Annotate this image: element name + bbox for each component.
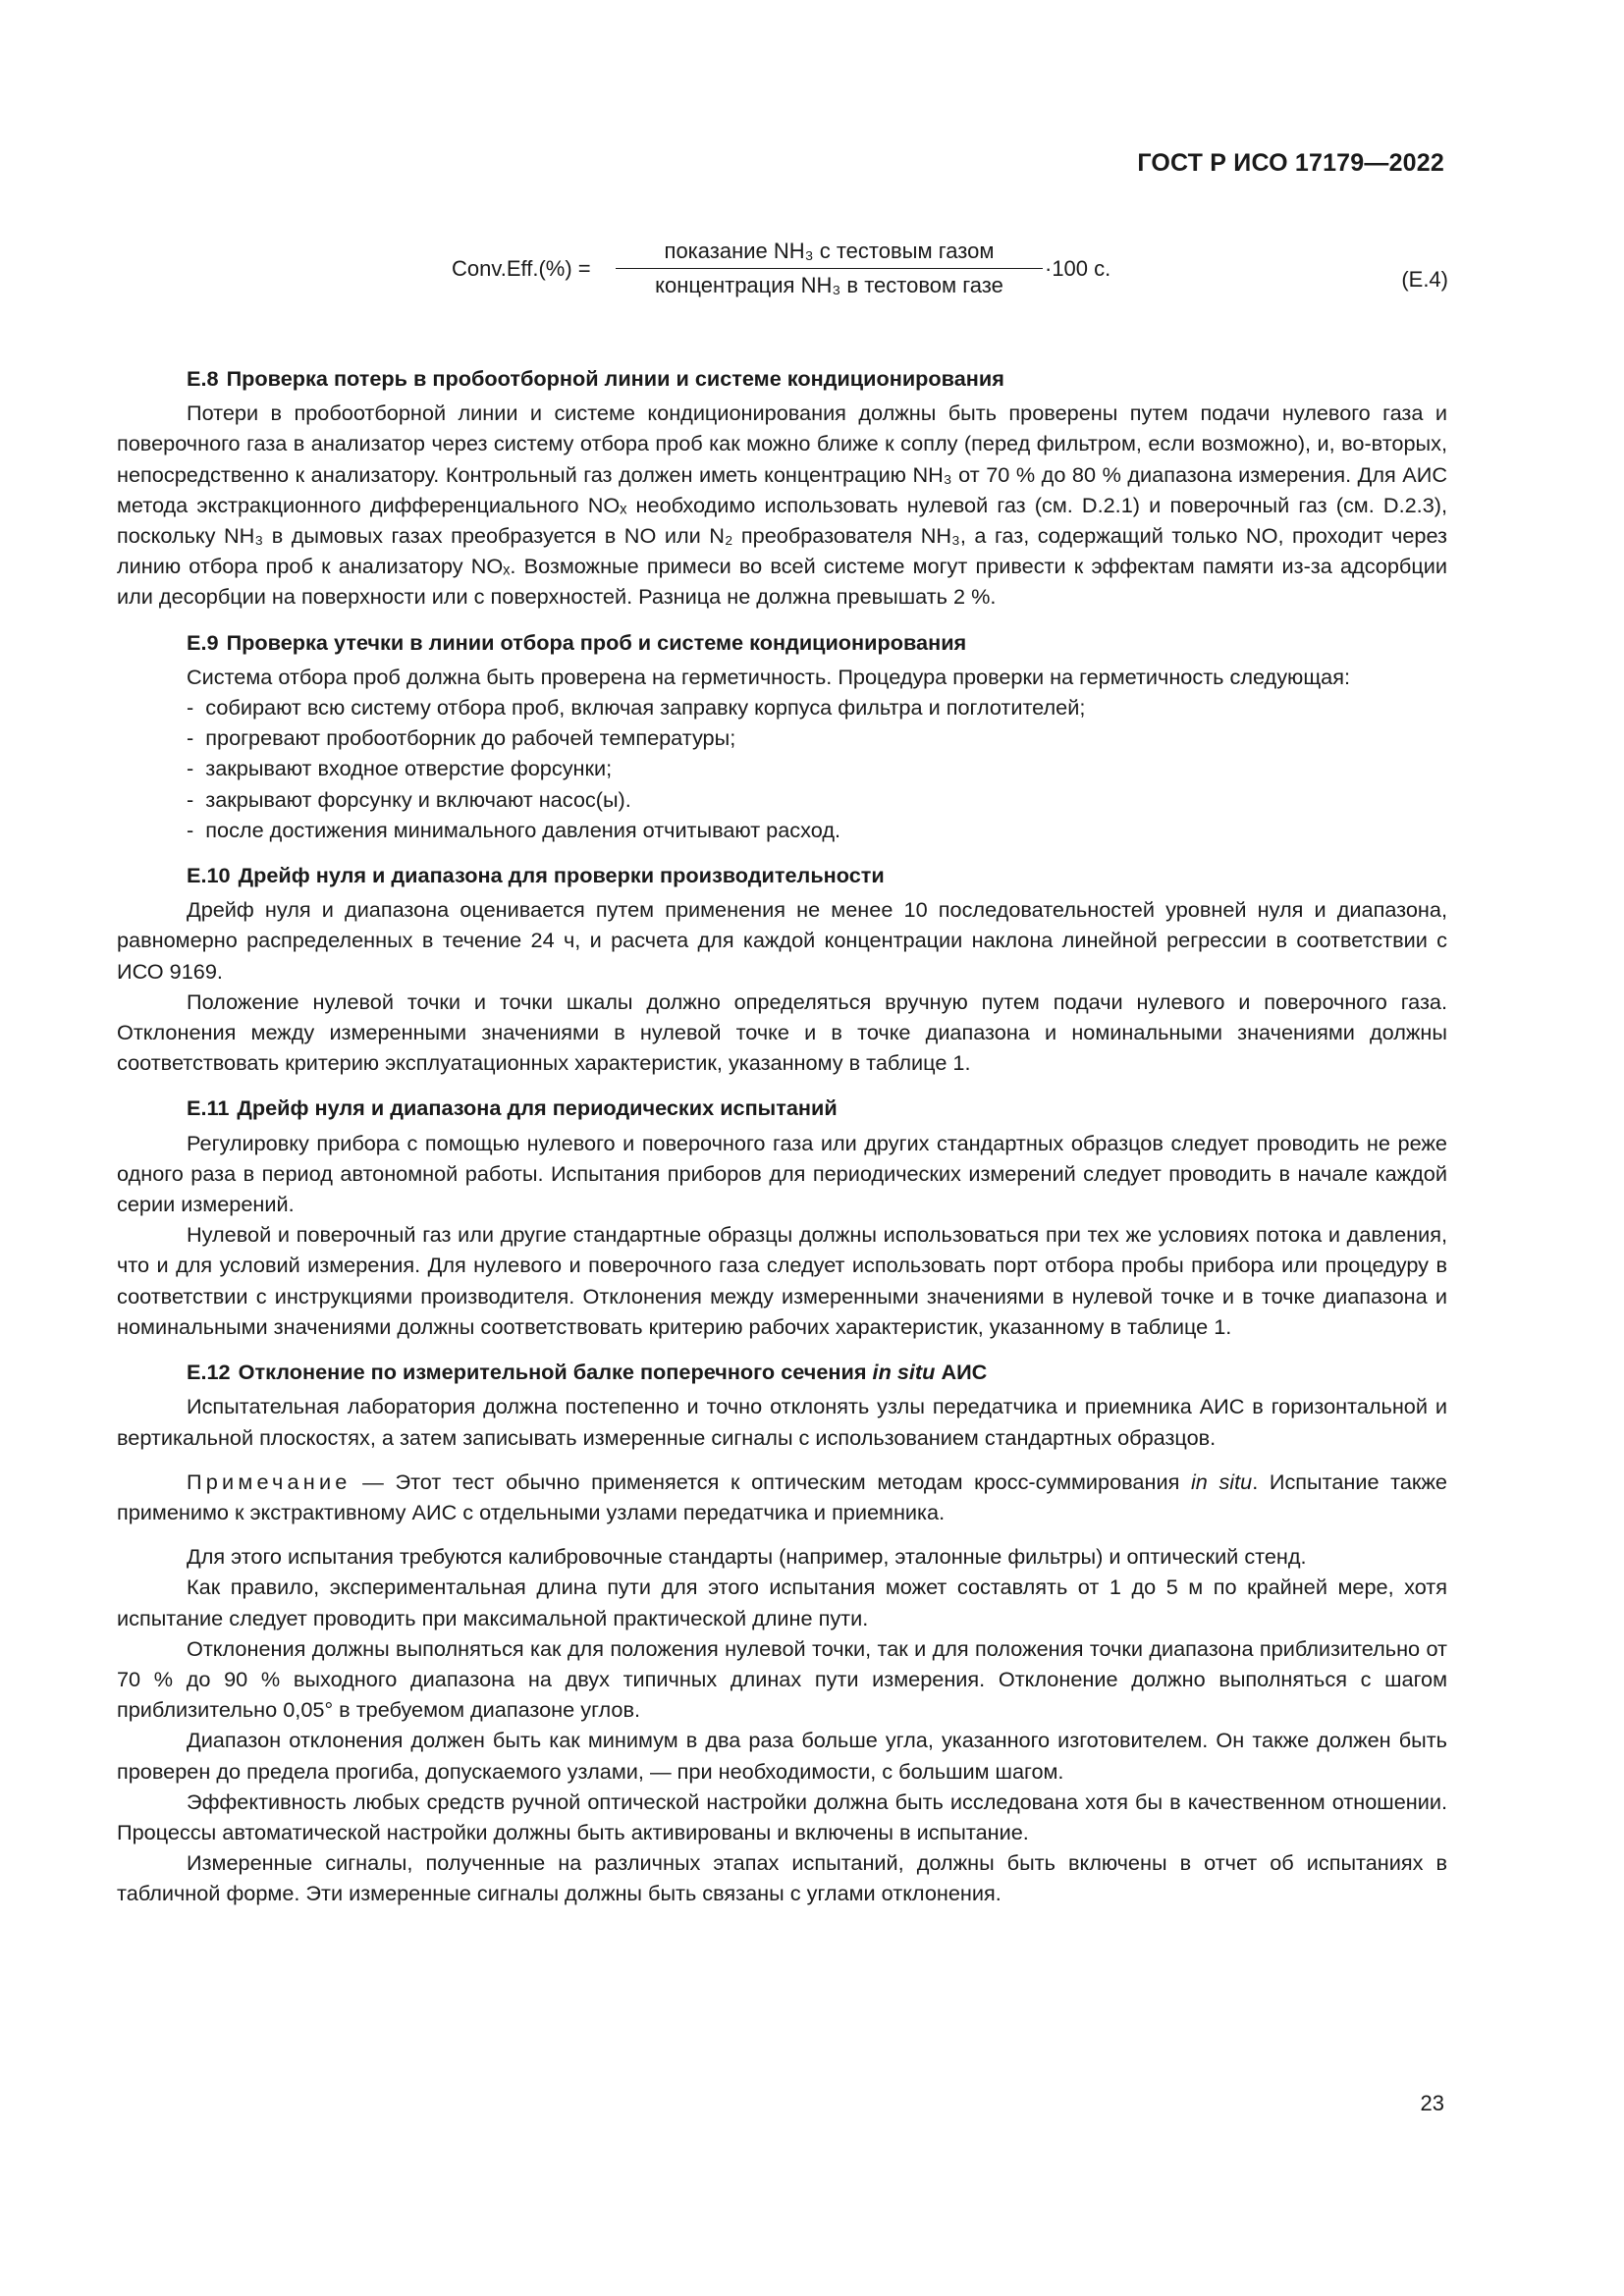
section-e8 — [117, 363, 1447, 613]
section-e11 — [117, 1093, 1447, 1342]
formula-lhs: Conv.Eff.(%) = — [452, 256, 591, 281]
formula-multiplier: ·100 с. — [1045, 256, 1111, 281]
paragraph: Дрейф нуля и диапазона оценивается путем применения не менее 10 последовательностей уровней нуля и диапазона, равномерно распределенных в течение 24 ч, и расчета для каждой концентрации наклона линейной регрессии в соответствии с ИСО 9169. — [117, 897, 1447, 984]
note-label: Примечание — [187, 1468, 352, 1494]
formula-e4 — [452, 236, 1448, 304]
document-header: ГОСТ Р ИСО 17179—2022 — [1137, 149, 1444, 177]
note: Примечание — Этот тест обычно применяется к оптическим методам кросс-суммирования in situ. Испытание также применимо к экстрактивному АИС с отдельными узлами передатчика и приемника. — [117, 1468, 1447, 1524]
list-item: - собирают всю систему отбора проб, включая заправку корпуса фильтра и поглотителей; — [187, 692, 1447, 722]
section-e12 — [117, 1357, 1447, 1908]
paragraph: Система отбора проб должна быть проверена на герметичность. Процедура проверки на герметичность следующая: — [187, 664, 1350, 689]
list-item: - после достижения минимального давления отчитывают расход. — [187, 815, 1447, 845]
paragraph: Отклонения должны выполняться как для положения нулевой точки, так и для положения точки диапазона приблизительно от 70 % до 90 % выходного диапазона на двух типичных длинах пути измерения. Отклонение должно выполняться с шагом приблизительно 0,05° в требуемом диапазоне углов. — [117, 1635, 1447, 1723]
formula-denominator: концентрация NH₃ в тестовом газе — [655, 273, 1003, 297]
list-item: - прогревают пробоотборник до рабочей температуры; — [187, 722, 1447, 753]
list-item: - закрывают входное отверстие форсунки; — [187, 753, 1447, 783]
paragraph: Измеренные сигналы, полученные на различных этапах испытаний, должны быть включены в отчет об испытаниях в табличной форме. Эти измеренные сигналы должны быть связаны с углами отклонения. — [117, 1850, 1447, 1906]
list-item: - закрывают форсунку и включают насос(ы). — [187, 784, 1447, 815]
paragraph: Положение нулевой точки и точки шкалы должно определяться вручную путем подачи нулевого и поверочного газа. Отклонения между измеренными значениями в нулевой точке и в точке диапазона и номинальными значениями должны соответствовать критерию эксплуатационных характеристик, указанному в таблице 1. — [117, 988, 1447, 1076]
paragraph: Диапазон отклонения должен быть как минимум в два раза больше угла, указанного изготовителем. Он также должен быть проверен до предела прогиба, допускаемого узлами, — при необходимости, с большим шагом. — [117, 1728, 1447, 1784]
formula-number: (E.4) — [1401, 267, 1448, 292]
paragraph: Потери в пробоотборной линии и системе кондиционирования должны быть проверены путем подачи нулевого газа и поверочного газа в анализатор через систему отбора проб как можно ближе к соплу (перед фильтром, если возможно), и, во-вторых, непосредственно к анализатору. Контрольный газ должен иметь концентрацию NH₃ от 70 % до 80 % диапазона измерения. Для АИС метода экстракционного дифференциального NOₓ необходимо использовать нулевой газ (см. D.2.1) и поверочный газ (см. D.2.3), поскольку NH₃ в дымовых газах преобразуется в NO или N₂ преобразователя NH₃, а газ, содержащий только NO, проходит через линию отбора проб к анализатору NOₓ. Возможные примеси во всей системе могут привести к эффектам памяти из-за адсорбции или десорбции на поверхности или с поверхностей. Разница не должна превышать 2 %. — [117, 400, 1447, 610]
section-heading: E.8 Проверка потерь в пробоотборной линии и системе кондиционирования — [187, 366, 1004, 391]
paragraph: Эффективность любых средств ручной оптической настройки должна быть исследована хотя бы в качественном отношении. Процессы автоматической настройки должны быть активированы и включены в испытание. — [117, 1789, 1447, 1844]
procedure-list — [117, 692, 1447, 845]
section-heading: E.11 Дрейф нуля и диапазона для периодических испытаний — [187, 1095, 838, 1121]
formula-fraction — [616, 236, 1043, 301]
document-body — [117, 363, 1447, 1924]
section-heading: E.10 Дрейф нуля и диапазона для проверки производительности — [187, 863, 885, 888]
paragraph: Регулировку прибора с помощью нулевого и поверочного газа или других стандартных образцов следует проводить не реже одного раза в период автономной работы. Испытания приборов для периодических измерений следует проводить в начале каждой серии измерений. — [117, 1130, 1447, 1217]
paragraph: Как правило, экспериментальная длина пути для этого испытания может составлять от 1 до 5 м по крайней мере, хотя испытание следует проводить при максимальной практической длине пути. — [117, 1575, 1447, 1630]
section-e10 — [117, 860, 1447, 1078]
formula-numerator: показание NH₃ с тестовым газом — [616, 236, 1043, 269]
section-heading: E.9 Проверка утечки в линии отбора проб и системе кондиционирования — [187, 629, 967, 655]
page-number: 23 — [1420, 2091, 1444, 2115]
paragraph: Для этого испытания требуются калибровочные стандарты (например, эталонные фильтры) и оптический стенд. — [187, 1544, 1307, 1570]
section-e9 — [117, 627, 1447, 845]
section-heading: E.12 Отклонение по измерительной балке поперечного сечения in situ АИС — [187, 1360, 988, 1385]
paragraph: Нулевой и поверочный газ или другие стандартные образцы должны использоваться при тех же условиях потока и давления, что и для условий измерения. Для нулевого и поверочного газа следует использовать порт отбора пробы прибора или процедуру в соответствии с инструкциями производителя. Отклонения между измеренными значениями в нулевой точке и в точке диапазона и номинальными значениями должны соответствовать критерию рабочих характеристик, указанному в таблице 1. — [117, 1222, 1447, 1339]
paragraph: Испытательная лаборатория должна постепенно и точно отклонять узлы передатчика и приемника АИС в горизонтальной и вертикальной плоскостях, а затем записывать измеренные сигналы с использованием стандартных образцов. — [117, 1394, 1447, 1450]
